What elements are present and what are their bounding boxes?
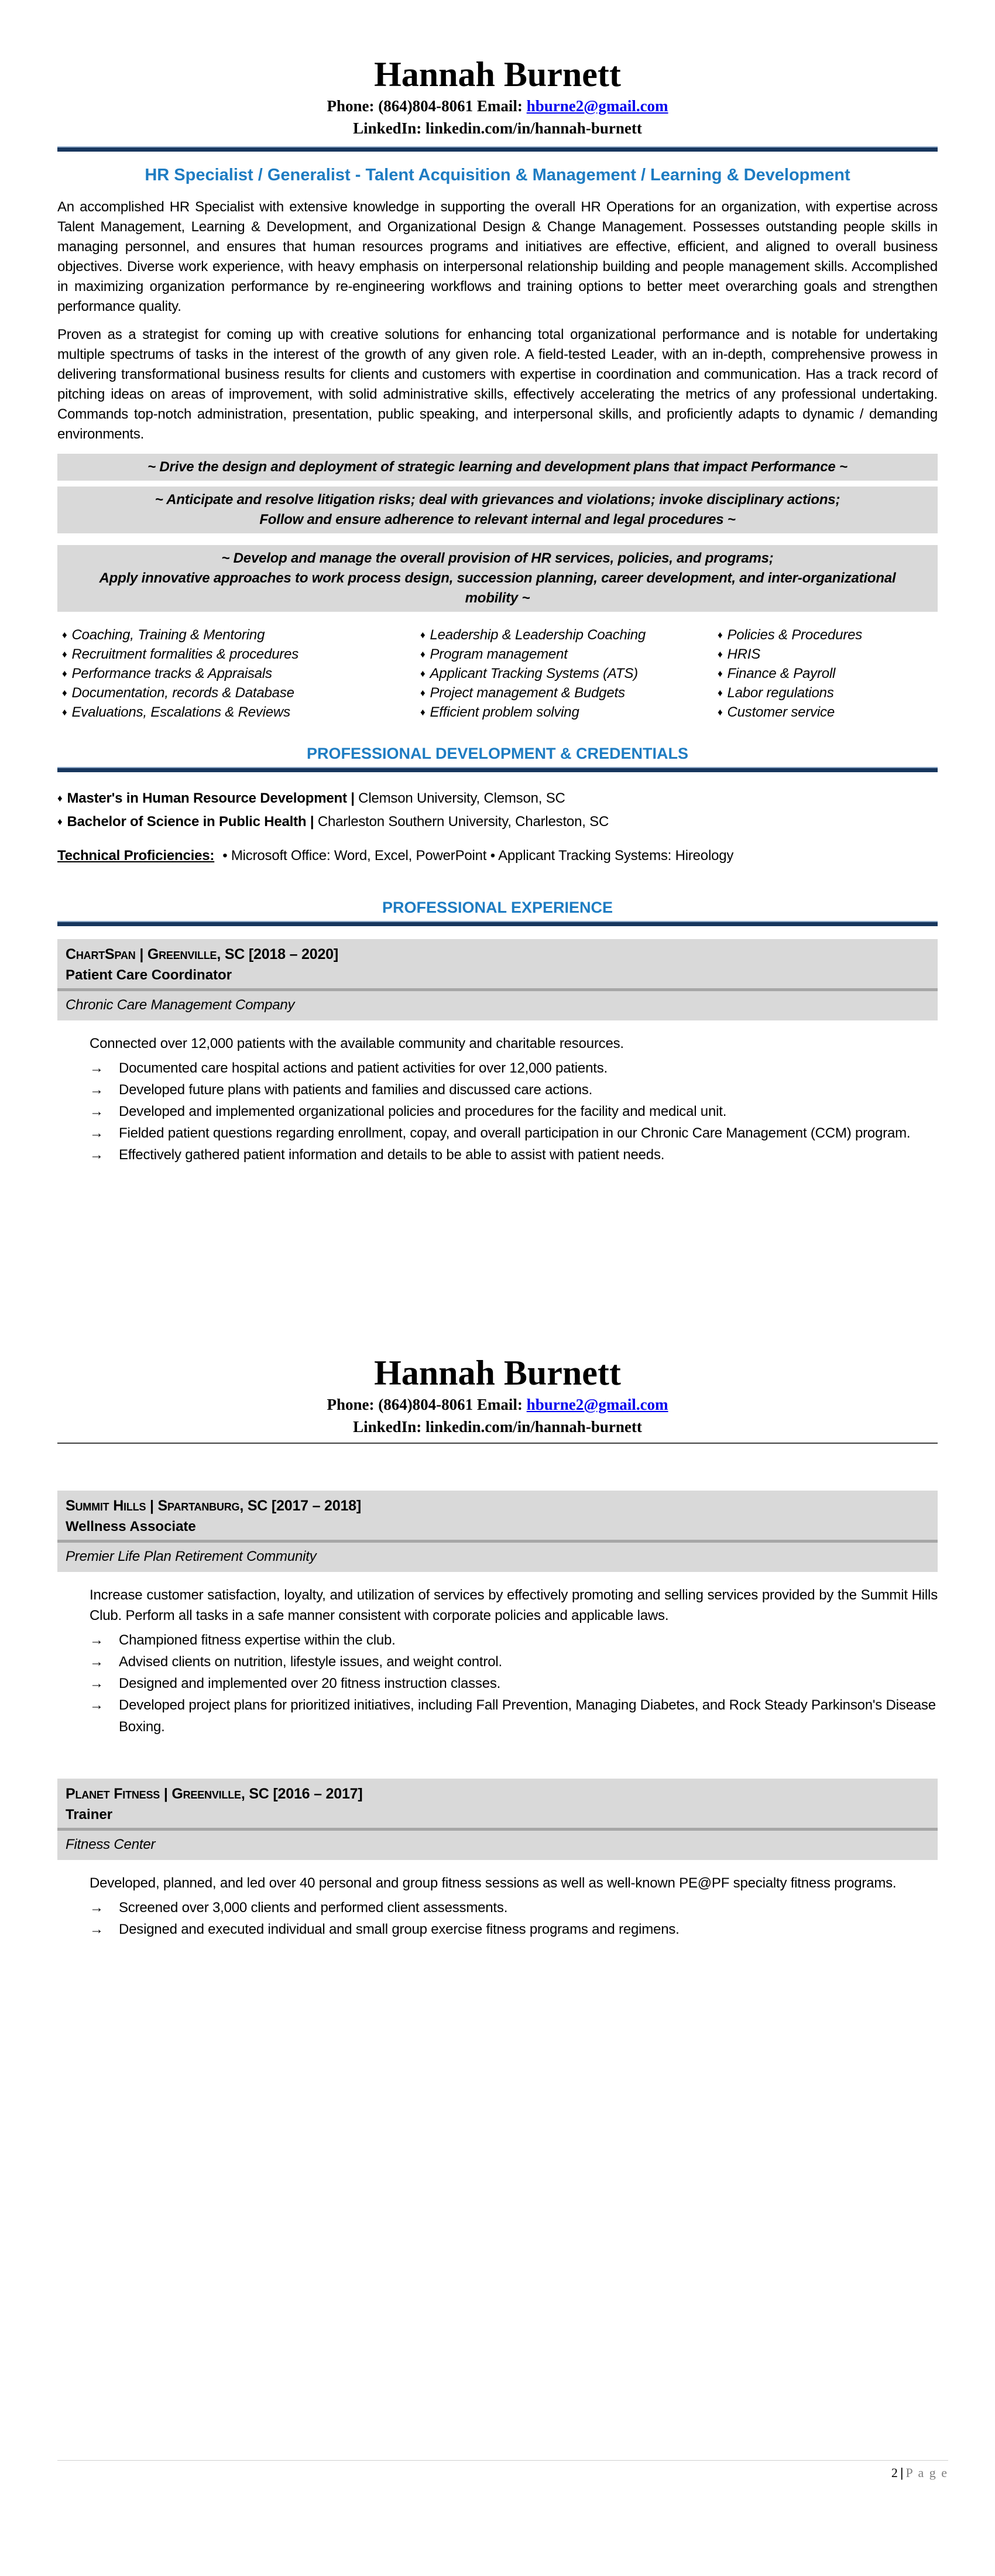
linkedin-line: LinkedIn: linkedin.com/in/hannah-burnett — [353, 1418, 642, 1436]
skill-item: ♦ Customer service — [718, 704, 835, 720]
tagline-text: Apply innovative approaches to work process design, succession planning, career development, and inter-organizational mobility ~ — [99, 570, 896, 606]
diamond-bullet-icon: ♦ — [62, 629, 67, 640]
diamond-bullet-icon: ♦ — [718, 668, 723, 679]
footer-separator: | — [900, 2465, 904, 2480]
skills-column-1 — [62, 626, 420, 722]
job-subtitle: Fitness Center — [66, 1837, 156, 1852]
email-link[interactable]: hburne2@gmail.com — [526, 97, 668, 115]
job-bullet: → Developed and implemented organizational policies and procedures for the facility and medical unit. — [90, 1101, 938, 1122]
contact-line — [57, 95, 938, 117]
skill-item: ♦ Program management — [420, 646, 568, 662]
skill-item: ♦ Documentation, records & Database — [62, 685, 294, 701]
diamond-bullet-icon: ♦ — [718, 687, 723, 698]
arrow-bullet-icon: → — [90, 1060, 104, 1076]
diamond-bullet-icon: ♦ — [420, 687, 426, 698]
person-name: Hannah Burnett — [374, 55, 621, 94]
diamond-bullet-icon: ♦ — [57, 816, 63, 827]
job-bullet: → Developed future plans with patients and families and discussed care actions. — [90, 1079, 938, 1101]
section-rule — [57, 767, 938, 772]
skill-item: ♦ Policies & Procedures — [718, 627, 863, 643]
arrow-bullet-icon: → — [90, 1921, 104, 1937]
technical-proficiencies-label: Technical Proficiencies: — [57, 848, 215, 864]
skill-item: ♦ Recruitment formalities & procedures — [62, 646, 299, 662]
header-divider-rule-thin — [57, 1443, 938, 1444]
job-header-chartspan — [57, 939, 938, 1020]
job-intro: Developed, planned, and led over 40 personal and group fitness sessions as well as well-known PE@PF specialty fitness programs. — [90, 1875, 897, 1891]
arrow-bullet-icon: → — [90, 1082, 104, 1098]
contact-line — [57, 1393, 938, 1416]
arrow-bullet-icon: → — [90, 1632, 104, 1648]
job-company-line: ChartSpan | Greenville, SC [2018 – 2020] — [66, 946, 338, 962]
tagline-text: ~ Drive the design and deployment of strategic learning and development plans that impact Performance ~ — [147, 459, 848, 475]
job-title: Trainer — [66, 1807, 113, 1823]
arrow-bullet-icon: → — [90, 1900, 104, 1916]
summary-paragraph-1: An accomplished HR Specialist with extensive knowledge in supporting the overall HR Operations for an organization, with expertise across Talent Management, Learning & Development, and Organizational Design & Change Management. Possesses outstanding people skills in managing personnel, and ensures that human resources programs and initiatives are effective, efficient, and aligned to overall business objectives. Diverse work experience, with heavy emphasis on interpersonal relationship building and people management skills. Accomplished in maximizing organization performance by re-engineering workflows and training options to better meet overarching goals and strengthen performance quality. — [57, 199, 938, 314]
skill-item: ♦ Applicant Tracking Systems (ATS) — [420, 666, 638, 681]
phone-email-label: Phone: (864)804-8061 Email: — [327, 97, 527, 115]
document-header — [57, 1288, 938, 1438]
diamond-bullet-icon: ♦ — [718, 707, 723, 718]
job-subtitle: Chronic Care Management Company — [66, 997, 295, 1013]
page-footer — [57, 2460, 948, 2481]
tagline-section — [57, 454, 938, 612]
job-bullet: → Documented care hospital actions and patient activities for over 12,000 patients. — [90, 1057, 938, 1079]
role-title: HR Specialist / Generalist - Talent Acquisition & Management / Learning & Development — [145, 166, 850, 184]
job-bullet: → Fielded patient questions regarding enrollment, copay, and overall participation in our Chronic Care Management (CCM) program. — [90, 1122, 938, 1144]
job-bullets — [90, 1629, 938, 1738]
job-title: Patient Care Coordinator — [66, 967, 232, 983]
job-header-summit-hills — [57, 1491, 938, 1572]
job-bullet: → Advised clients on nutrition, lifestyle issues, and weight control. — [90, 1651, 938, 1673]
phone-email-label: Phone: (864)804-8061 Email: — [327, 1396, 527, 1413]
job-company-line: Summit Hills | Spartanburg, SC [2017 – 2018] — [66, 1498, 361, 1514]
skills-column-2 — [420, 626, 718, 722]
diamond-bullet-icon: ♦ — [718, 629, 723, 640]
diamond-bullet-icon: ♦ — [420, 649, 426, 660]
skills-column-3 — [718, 626, 938, 722]
arrow-bullet-icon: → — [90, 1147, 104, 1163]
section-rule — [57, 921, 938, 926]
diamond-bullet-icon: ♦ — [62, 649, 67, 660]
skill-item: ♦ Labor regulations — [718, 685, 834, 701]
job-bullet: → Effectively gathered patient information and details to be able to assist with patient needs. — [90, 1144, 938, 1166]
arrow-bullet-icon: → — [90, 1104, 104, 1119]
job-bullet: → Designed and executed individual and small group exercise fitness programs and regimens. — [90, 1919, 938, 1940]
diamond-bullet-icon: ♦ — [420, 629, 426, 640]
linkedin-line: LinkedIn: linkedin.com/in/hannah-burnett — [353, 119, 642, 137]
education-list — [57, 787, 938, 834]
diamond-bullet-icon: ♦ — [62, 687, 67, 698]
job-bullet: → Screened over 3,000 clients and performed client assessments. — [90, 1897, 938, 1919]
skill-item: ♦ Evaluations, Escalations & Reviews — [62, 704, 290, 720]
skill-item: ♦ Coaching, Training & Mentoring — [62, 627, 265, 643]
skill-item: ♦ Project management & Budgets — [420, 685, 625, 701]
diamond-bullet-icon: ♦ — [420, 707, 426, 718]
job-body-chartspan — [90, 1033, 938, 1166]
job-bullet: → Championed fitness expertise within the club. — [90, 1629, 938, 1651]
section-title-experience: PROFESSIONAL EXPERIENCE — [382, 899, 613, 916]
job-bullets — [90, 1057, 938, 1166]
skill-item: ♦ Performance tracks & Appraisals — [62, 666, 272, 681]
document-header — [57, 0, 938, 139]
tagline-text: ~ Anticipate and resolve litigation risks; deal with grievances and violations; invoke disciplinary actions; — [155, 492, 840, 508]
page-2 — [0, 1288, 995, 2576]
job-intro: Increase customer satisfaction, loyalty, and utilization of services by effectively promoting and selling services provided by the Summit Hills Club. Perform all tasks in a safe manner consistent with corporate policies and applicable laws. — [90, 1587, 938, 1623]
tagline-text: ~ Develop and manage the overall provision of HR services, policies, and programs; — [221, 550, 774, 566]
technical-proficiencies — [57, 845, 938, 867]
header-divider-rule — [57, 146, 938, 152]
section-title-credentials: PROFESSIONAL DEVELOPMENT & CREDENTIALS — [306, 745, 689, 762]
job-company-line: Planet Fitness | Greenville, SC [2016 – 2017] — [66, 1786, 363, 1802]
tagline-text: Follow and ensure adherence to relevant internal and legal procedures ~ — [259, 512, 736, 527]
technical-proficiencies-items: • Microsoft Office: Word, Excel, PowerPoint • Applicant Tracking Systems: Hireology — [222, 848, 734, 864]
arrow-bullet-icon: → — [90, 1654, 104, 1670]
skill-item: ♦ Finance & Payroll — [718, 666, 836, 681]
diamond-bullet-icon: ♦ — [62, 707, 67, 718]
arrow-bullet-icon: → — [90, 1676, 104, 1691]
skill-item: ♦ HRIS — [718, 646, 761, 662]
tagline-box-2 — [57, 487, 938, 533]
education-item: ♦ Bachelor of Science in Public Health | Charleston Southern University, Charleston, SC — [57, 814, 609, 830]
job-subtitle: Premier Life Plan Retirement Community — [66, 1549, 317, 1564]
diamond-bullet-icon: ♦ — [62, 668, 67, 679]
summary-paragraph-2: Proven as a strategist for coming up with creative solutions for enhancing total organizational performance and is notable for undertaking multiple spectrums of tasks in the interest of the growth of any given role. A field-tested Leader, with an in-depth, comprehensive prowess in delivering transformational business results for clients and customers with expertise in coordination and communication. Has a track record of pitching ideas on areas of improvement, with solid administrative skills, effectively accelerating the metrics of any professional undertaking. Commands top-notch administration, presentation, public speaking, and interpersonal skills, and proficiently adapts to dynamic / demanding environments. — [57, 327, 938, 442]
job-header-planet-fitness — [57, 1779, 938, 1860]
job-bullets — [90, 1897, 938, 1940]
skill-item: ♦ Efficient problem solving — [420, 704, 579, 720]
diamond-bullet-icon: ♦ — [718, 649, 723, 660]
job-title: Wellness Associate — [66, 1519, 196, 1534]
job-body-summit-hills — [90, 1585, 938, 1738]
job-bullet: → Designed and implemented over 20 fitness instruction classes. — [90, 1673, 938, 1694]
skills-grid — [57, 626, 938, 722]
job-body-planet-fitness — [90, 1873, 938, 1940]
diamond-bullet-icon: ♦ — [420, 668, 426, 679]
footer-page-word: P a g e — [905, 2465, 948, 2480]
email-link[interactable]: hburne2@gmail.com — [526, 1396, 668, 1413]
arrow-bullet-icon: → — [90, 1697, 104, 1713]
tagline-box-3 — [57, 545, 938, 612]
person-name: Hannah Burnett — [374, 1354, 621, 1392]
job-bullet: → Developed project plans for prioritized initiatives, including Fall Prevention, Managing Diabetes, and Rock Steady Parkinson's Disease Boxing. — [90, 1694, 938, 1738]
job-intro: Connected over 12,000 patients with the available community and charitable resources. — [90, 1036, 624, 1051]
skill-item: ♦ Leadership & Leadership Coaching — [420, 627, 646, 643]
diamond-bullet-icon: ♦ — [57, 793, 63, 804]
arrow-bullet-icon: → — [90, 1125, 104, 1141]
page-number: 2 — [891, 2465, 898, 2480]
education-item: ♦ Master's in Human Resource Development | Clemson University, Clemson, SC — [57, 790, 565, 806]
tagline-box-1 — [57, 454, 938, 481]
